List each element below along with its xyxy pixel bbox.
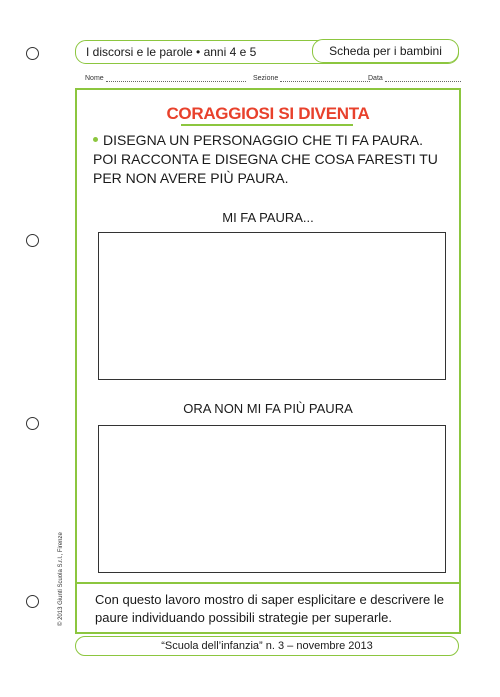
- worksheet-title: CORAGGIOSI SI DIVENTA: [166, 104, 370, 123]
- drawing-area-scared[interactable]: [98, 232, 446, 380]
- label-not-scared: ORA NON MI FA PIÙ PAURA: [183, 401, 353, 416]
- binder-hole: [26, 417, 39, 430]
- subject-label: I discorsi e le parole • anni 4 e 5: [86, 45, 257, 59]
- sheet-type-label: Scheda per i bambini: [312, 39, 459, 63]
- student-fields: [85, 74, 461, 88]
- binder-hole: [26, 234, 39, 247]
- header-bar: [75, 40, 459, 64]
- instruction-body: DISEGNA UN PERSONAGGIO CHE TI FA PAURA. POI RACCONTA E DISEGNA CHE COSA FARESTI TU PER NON AVERE PIÙ PAURA.: [93, 132, 438, 186]
- date-field[interactable]: [368, 74, 461, 82]
- section-field[interactable]: [253, 74, 370, 82]
- binder-hole: [26, 595, 39, 608]
- section-label: Sezione: [253, 75, 279, 82]
- date-line: [385, 74, 461, 82]
- bullet-icon: [93, 137, 98, 142]
- name-label: Nome: [85, 75, 104, 82]
- section-line: [280, 74, 370, 82]
- instruction-text: [93, 131, 443, 188]
- worksheet-frame: [75, 88, 461, 634]
- name-field[interactable]: [85, 74, 246, 82]
- learning-goal-text: Con questo lavoro mostro di saper esplicitare e descrivere le paure individuando possibili strategie per superarle.: [95, 592, 445, 625]
- label-scared: MI FA PAURA...: [222, 210, 314, 225]
- drawing-area-not-scared[interactable]: [98, 425, 446, 573]
- title-underline: [181, 124, 353, 126]
- learning-goal-box: [77, 582, 459, 634]
- date-label: Data: [368, 75, 383, 82]
- publication-footer: “Scuola dell’infanzia” n. 3 – novembre 2013: [75, 636, 459, 656]
- binder-hole: [26, 47, 39, 60]
- copyright-notice: © 2013 Giunti Scuola S.r.l., Firenze: [58, 532, 64, 626]
- name-line: [106, 74, 246, 82]
